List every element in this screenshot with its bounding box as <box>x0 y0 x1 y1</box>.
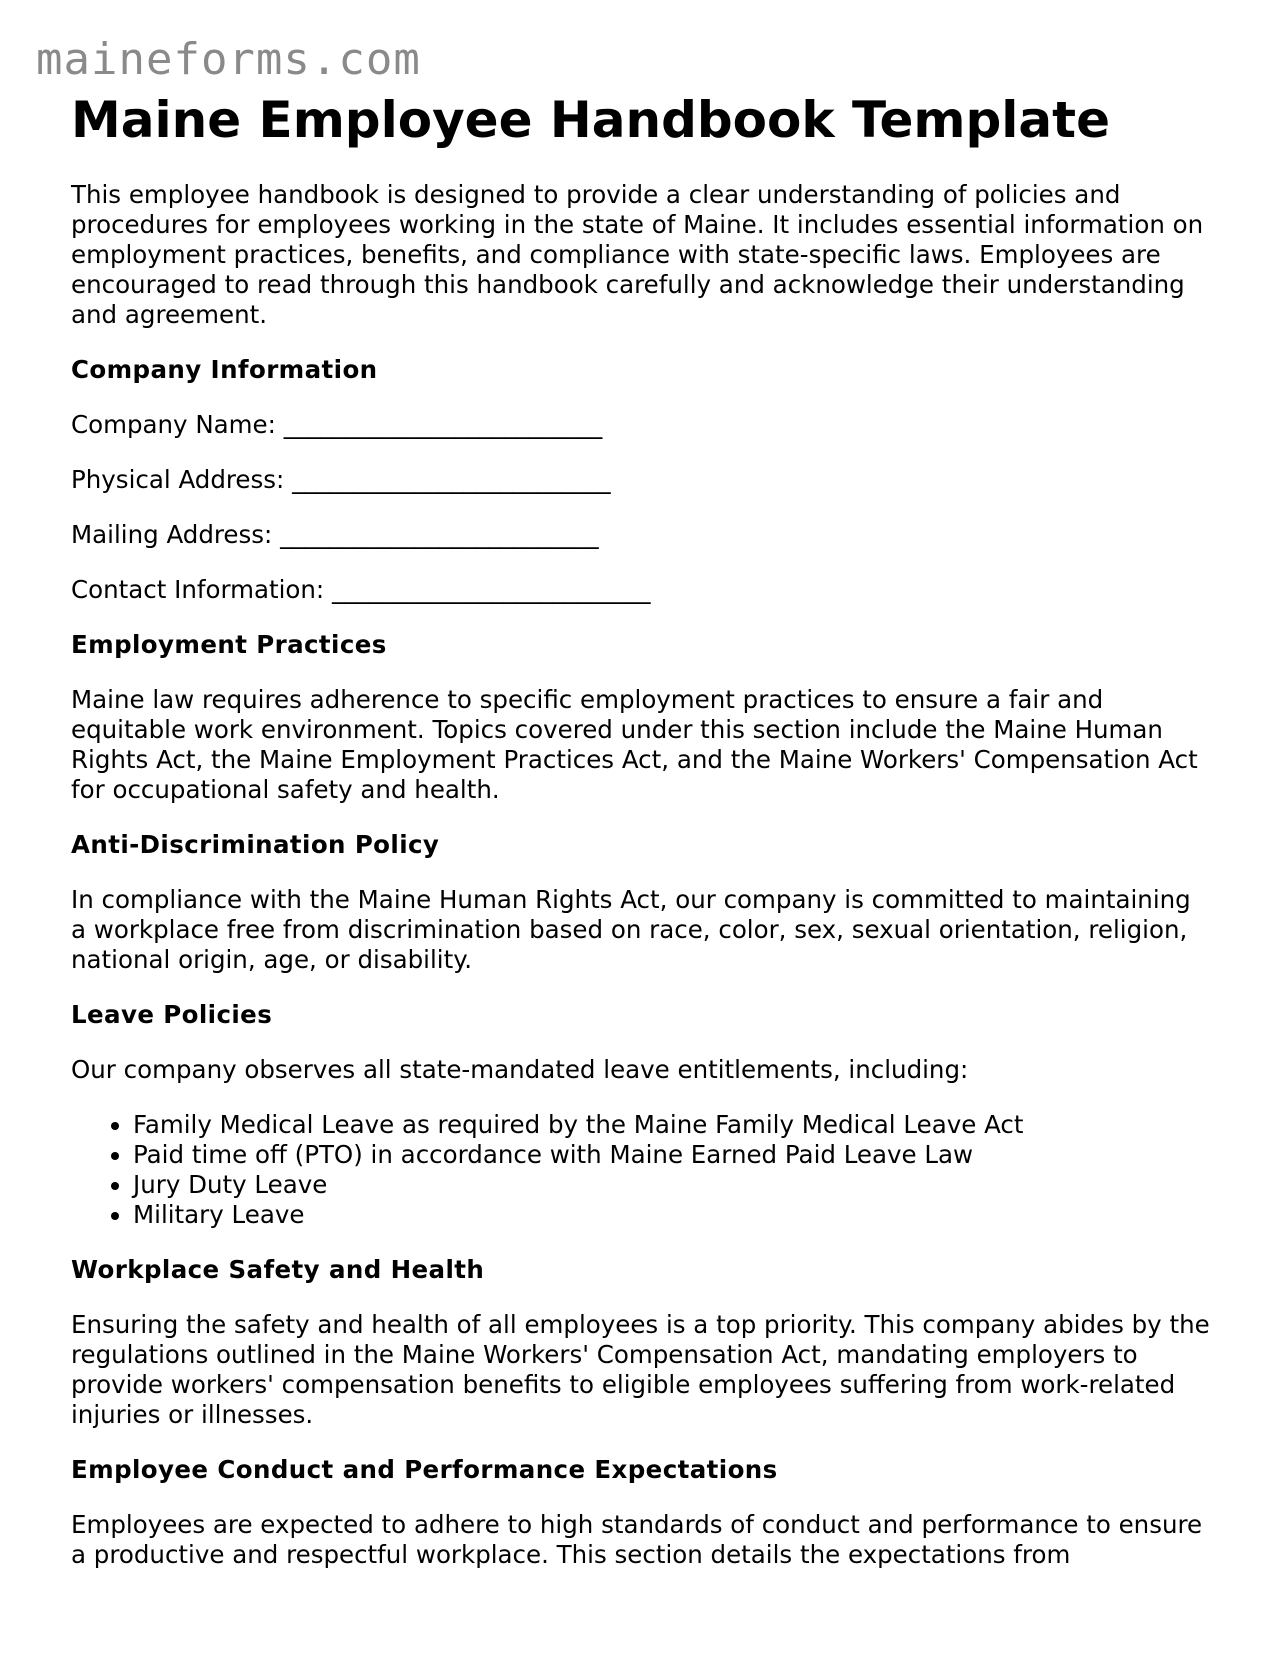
mailing-address-label: Mailing Address: <box>71 520 273 549</box>
list-item: • Family Medical Leave as required by the Maine Family Medical Leave Act <box>133 1110 1211 1140</box>
employment-practices-heading: Employment Practices <box>71 630 387 659</box>
contact-information-blank: __________________________ <box>331 575 651 604</box>
safety-health-heading: Workplace Safety and Health <box>71 1255 485 1284</box>
intro-paragraph: This employee handbook is designed to provide a clear understanding of policies and procedures for employees working in the state of Maine. It includes essential information on employment practices, benefits, and compliance with state-specific laws. Employees are encouraged to read through this handbook carefully and acknowledge their understanding and agreement. <box>71 180 1204 329</box>
conduct-paragraph: Employees are expected to adhere to high standards of conduct and performance to ensure a productive and respectful workplace. This section details the expectations from <box>71 1510 1203 1569</box>
company-info-heading: Company Information <box>71 355 378 384</box>
mailing-address-field <box>71 520 1211 550</box>
leave-policies-heading: Leave Policies <box>71 1000 273 1029</box>
physical-address-label: Physical Address: <box>71 465 285 494</box>
contact-information-label: Contact Information: <box>71 575 325 604</box>
anti-discrimination-heading: Anti-Discrimination Policy <box>71 830 440 859</box>
mailing-address-blank: __________________________ <box>280 520 599 549</box>
list-item: • Paid time off (PTO) in accordance with Maine Earned Paid Leave Law <box>133 1140 1211 1170</box>
list-item: • Jury Duty Leave <box>133 1170 1211 1200</box>
leave-policies-intro: Our company observes all state-mandated leave entitlements, including: <box>71 1055 969 1084</box>
employment-practices-paragraph: Maine law requires adherence to specific employment practices to ensure a fair and equitable work environment. Topics covered under this section include the Maine Human Rights Act, the Maine Employment Practices Act, and the Maine Workers' Compensation Act for occupational safety and health. <box>71 685 1198 804</box>
anti-discrimination-paragraph: In compliance with the Maine Human Rights Act, our company is committed to maintaining a workplace free from discrimination based on race, color, sex, sexual orientation, religion, national origin, age, or disability. <box>71 885 1191 974</box>
physical-address-blank: __________________________ <box>292 465 611 494</box>
leave-policies-list <box>71 1110 1211 1230</box>
page-title: Maine Employee Handbook Template <box>71 91 1110 149</box>
contact-information-field <box>71 575 1211 605</box>
company-name-blank: __________________________ <box>283 410 603 439</box>
site-watermark: maineforms.com <box>36 34 421 85</box>
conduct-heading: Employee Conduct and Performance Expectations <box>71 1455 778 1484</box>
company-name-field <box>71 410 1211 440</box>
physical-address-field <box>71 465 1211 495</box>
document-page <box>71 88 1211 1595</box>
company-name-label: Company Name: <box>71 410 276 439</box>
safety-health-paragraph: Ensuring the safety and health of all employees is a top priority. This company abides by the regulations outlined in the Maine Workers' Compensation Act, mandating employers to provide workers' compensation benefits to eligible employees suffering from work-related injuries or illnesses. <box>71 1310 1210 1429</box>
list-item: • Military Leave <box>133 1200 1211 1230</box>
